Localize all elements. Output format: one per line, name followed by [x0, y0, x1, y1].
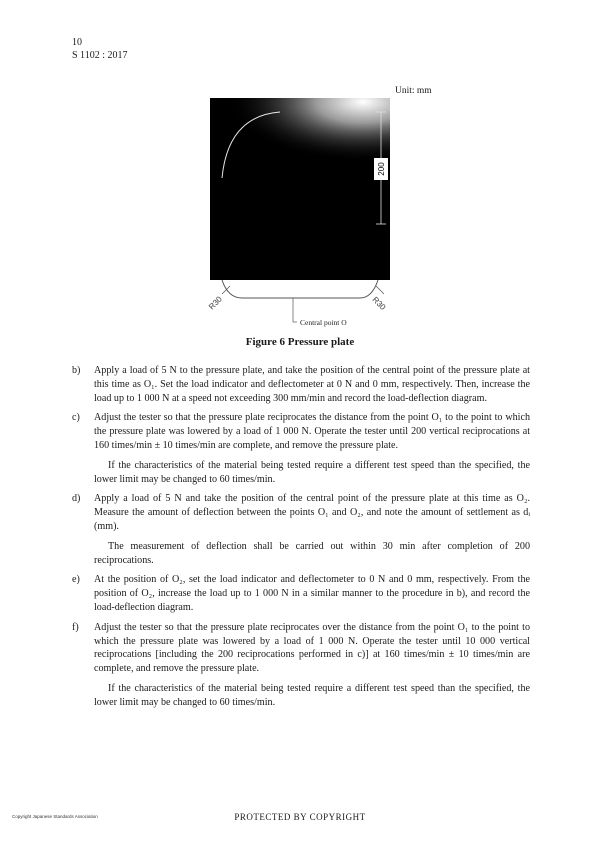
page-number: 10: [72, 37, 82, 48]
list-item-c: [72, 411, 530, 452]
protected-notice: PROTECTED BY COPYRIGHT: [234, 812, 366, 822]
item-marker: c): [72, 412, 80, 424]
pressure-plate-figure: [200, 98, 410, 333]
paragraph-note: If the characteristics of the material being tested require a different test speed than the specified, the lower limit may be changed to 60 times/min.: [94, 682, 530, 708]
paragraph-note: If the characteristics of the material being tested require a different test speed than the specified, the lower limit may be changed to 60 times/min.: [94, 459, 530, 485]
item-marker: b): [72, 365, 81, 376]
item-marker: f): [72, 621, 79, 633]
copyright-notice: Copyright Japanese Standards Association: [12, 814, 98, 819]
figure-caption: Figure 6 Pressure plate: [245, 336, 355, 348]
list-item-b: [72, 364, 530, 405]
pressure-plate-drawing: [200, 98, 410, 333]
item-text: At the position of O₂, set the load indicator and deflectometer to 0 N and 0 mm, respectively. From the position of O₂, increase the load up to 1 000 N in a similar manner to the procedure in b), and record the load-deflection diagram.: [94, 574, 530, 613]
central-point-label: Central point O: [300, 318, 347, 327]
item-marker: d): [72, 493, 81, 505]
dimension-200: 200: [377, 162, 386, 176]
item-text: Adjust the tester so that the pressure plate reciprocates the distance from the point O₁ to the point to which the pressure plate was lowered by a load of 1 000 N. Operate the tester until 200 vertical reciprocations at 160 times/min ± 10 times/min are complete, and remove the pressure plate.: [94, 412, 530, 451]
list-item-d: [72, 492, 530, 533]
r30-right-label: R30: [370, 295, 388, 312]
list-item-e: [72, 573, 530, 614]
standard-number: S 1102 : 2017: [72, 50, 128, 61]
page-header: [72, 36, 127, 62]
unit-label: Unit: mm: [395, 86, 432, 96]
item-text: Apply a load of 5 N and take the position of the central point of the pressure plate at this time as O₂. Measure the amount of deflection between the points O₁ and O₂, and note the amount of settlement as dᵢ (mm).: [94, 493, 530, 532]
item-text: Adjust the tester so that the pressure plate reciprocates over the distance from the point O₁ to the point to which the pressure plate was lowered by a load of 1 000 N. Operate the tester until 10 000 vertical reciprocations [including the 200 reciprocations performed in c)] at 160 times/min ± 10 times/min are complete, and remove the pressure plate.: [94, 621, 530, 675]
paragraph-note: The measurement of deflection shall be carried out within 30 min after completion of 200 reciprocations.: [94, 540, 530, 566]
item-marker: e): [72, 574, 80, 586]
procedure-list: [72, 364, 530, 716]
item-text: Apply a load of 5 N to the pressure plate, and take the position of the central point of the pressure plate at this time as O₁. Set the load indicator and deflectometer at 0 N and 0 mm, respectively. Then, increase the load up to 1 000 N at a speed not exceeding 300 mm/min and record the load-deflection diagram.: [94, 365, 530, 404]
r30-left-label: R30: [207, 294, 224, 312]
list-item-f: [72, 621, 530, 676]
